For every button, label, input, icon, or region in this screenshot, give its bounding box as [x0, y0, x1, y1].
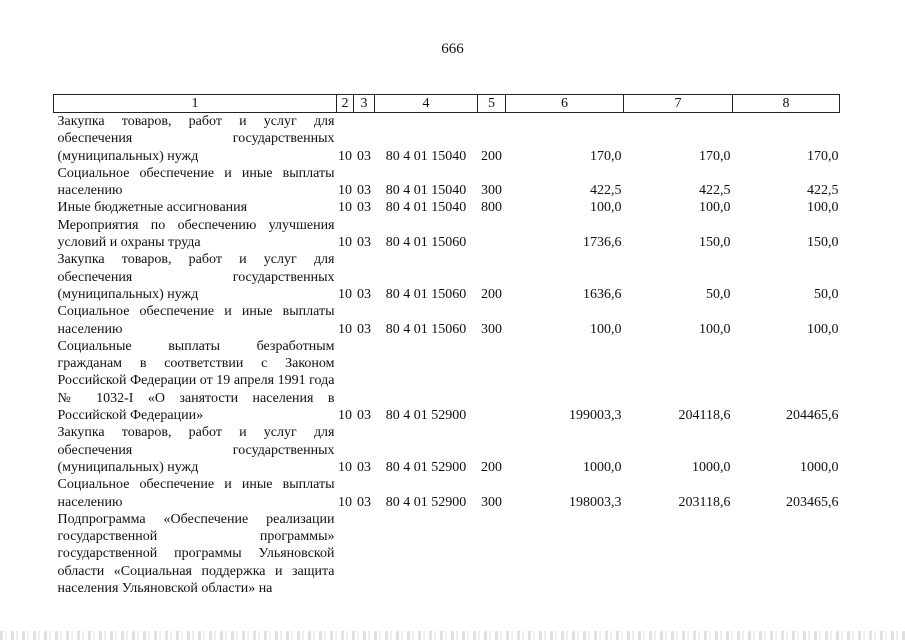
table-row	[54, 217, 840, 252]
header-col-1: 1	[54, 95, 337, 113]
row-expense-type: 300	[481, 494, 502, 510]
row-amount-col7: 422,5	[699, 183, 731, 199]
row-expense-type: 200	[481, 148, 502, 164]
row-description: Иные бюджетные ассигнования	[57, 200, 248, 216]
row-subsection	[354, 511, 375, 597]
row-description: Социальное обеспечение и иные выплаты населению	[57, 304, 335, 337]
row-section: 10	[338, 321, 352, 337]
row-description: Социальные выплаты безработным гражданам в соответствии с Законом Российской Федерации от 19 апреля 1991 года № 1032-I «О занятости населения в Российской Федерации»	[57, 338, 335, 424]
row-amount-col7	[624, 511, 733, 597]
header-col-3: 3	[354, 95, 375, 113]
row-expense-type: 300	[481, 321, 502, 337]
table-header-row	[54, 95, 840, 113]
row-amount-col8: 204465,6	[786, 408, 839, 424]
row-subsection: 03	[357, 494, 371, 510]
row-expense-type	[478, 511, 506, 597]
header-col-6: 6	[506, 95, 624, 113]
row-amount-col7: 203118,6	[678, 494, 731, 510]
row-amount-col6: 1736,6	[583, 235, 622, 251]
page-number: 666	[441, 41, 464, 57]
row-subsection: 03	[357, 183, 371, 199]
header-col-5: 5	[478, 95, 506, 113]
row-expense-type	[478, 217, 506, 252]
row-subsection: 03	[357, 148, 371, 164]
row-amount-col6: 100,0	[590, 200, 622, 216]
row-target-code: 80 4 01 15060	[385, 286, 467, 302]
table-row	[54, 165, 840, 200]
row-amount-col7: 100,0	[699, 200, 731, 216]
row-amount-col8: 170,0	[807, 148, 839, 164]
row-section: 10	[338, 459, 352, 475]
row-amount-col7: 150,0	[699, 235, 731, 251]
row-amount-col7: 170,0	[699, 148, 731, 164]
table-row	[54, 199, 840, 216]
row-description: Социальное обеспечение и иные выплаты населению	[57, 477, 335, 510]
table-row	[54, 251, 840, 303]
row-description: Подпрограмма «Обеспечение реализации государственной программы» государственной программы Ульяновской области «Социальная поддержка и защита населения Ульяновской области» на	[57, 511, 335, 597]
row-subsection: 03	[357, 286, 371, 302]
row-section: 10	[338, 494, 352, 510]
row-amount-col7: 100,0	[699, 321, 731, 337]
row-amount-col7: 1000,0	[692, 459, 731, 475]
row-description: Закупка товаров, работ и услуг для обеспечения государственных (муниципальных) нужд	[57, 114, 335, 164]
row-description: Закупка товаров, работ и услуг для обеспечения государственных (муниципальных) нужд	[57, 425, 335, 475]
row-section	[337, 511, 354, 597]
row-amount-col8: 150,0	[807, 235, 839, 251]
row-description: Мероприятия по обеспечению улучшения условий и охраны труда	[57, 217, 335, 251]
row-description: Закупка товаров, работ и услуг для обеспечения государственных (муниципальных) нужд	[57, 252, 335, 302]
row-section: 10	[338, 183, 352, 199]
row-amount-col6: 1000,0	[583, 459, 622, 475]
row-target-code: 80 4 01 52900	[385, 459, 467, 475]
table-row	[54, 303, 840, 338]
row-amount-col6: 170,0	[590, 148, 622, 164]
row-amount-col6: 100,0	[590, 321, 622, 337]
row-target-code	[375, 511, 478, 597]
table-row	[54, 511, 840, 597]
row-subsection: 03	[357, 235, 371, 251]
row-amount-col8: 203465,6	[786, 494, 839, 510]
table-row	[54, 476, 840, 511]
row-expense-type: 800	[481, 200, 502, 216]
scan-edge-noise	[0, 631, 905, 640]
row-target-code: 80 4 01 15040	[385, 200, 467, 216]
row-target-code: 80 4 01 15060	[385, 235, 467, 251]
row-amount-col6: 1636,6	[583, 286, 622, 302]
row-section: 10	[338, 235, 352, 251]
row-section: 10	[338, 148, 352, 164]
row-amount-col8: 100,0	[807, 200, 839, 216]
row-amount-col8: 50,0	[814, 286, 839, 302]
table-row	[54, 424, 840, 476]
table-row	[54, 113, 840, 165]
header-col-2: 2	[337, 95, 354, 113]
row-description: Социальное обеспечение и иные выплаты населению	[57, 165, 335, 199]
row-target-code: 80 4 01 15040	[385, 183, 467, 199]
table-row	[54, 338, 840, 424]
row-amount-col8: 1000,0	[800, 459, 839, 475]
row-section: 10	[338, 200, 352, 216]
row-expense-type: 200	[481, 286, 502, 302]
row-amount-col8: 100,0	[807, 321, 839, 337]
row-amount-col7: 50,0	[706, 286, 731, 302]
row-expense-type: 300	[481, 183, 502, 199]
row-target-code: 80 4 01 52900	[385, 408, 467, 424]
row-section: 10	[338, 286, 352, 302]
row-amount-col6: 198003,3	[569, 494, 622, 510]
row-target-code: 80 4 01 15060	[385, 321, 467, 337]
row-amount-col6: 422,5	[590, 183, 622, 199]
row-target-code: 80 4 01 15040	[385, 148, 467, 164]
header-col-7: 7	[624, 95, 733, 113]
row-section: 10	[338, 408, 352, 424]
row-amount-col8	[733, 511, 840, 597]
budget-table	[53, 94, 840, 597]
row-subsection: 03	[357, 321, 371, 337]
row-subsection: 03	[357, 459, 371, 475]
row-subsection: 03	[357, 408, 371, 424]
row-amount-col6: 199003,3	[569, 408, 622, 424]
header-col-8: 8	[733, 95, 840, 113]
row-target-code: 80 4 01 52900	[385, 494, 467, 510]
row-subsection: 03	[357, 200, 371, 216]
header-col-4: 4	[375, 95, 478, 113]
row-amount-col8: 422,5	[807, 183, 839, 199]
row-amount-col7: 204118,6	[678, 408, 731, 424]
row-amount-col6	[506, 511, 624, 597]
row-expense-type	[478, 338, 506, 424]
row-expense-type: 200	[481, 459, 502, 475]
